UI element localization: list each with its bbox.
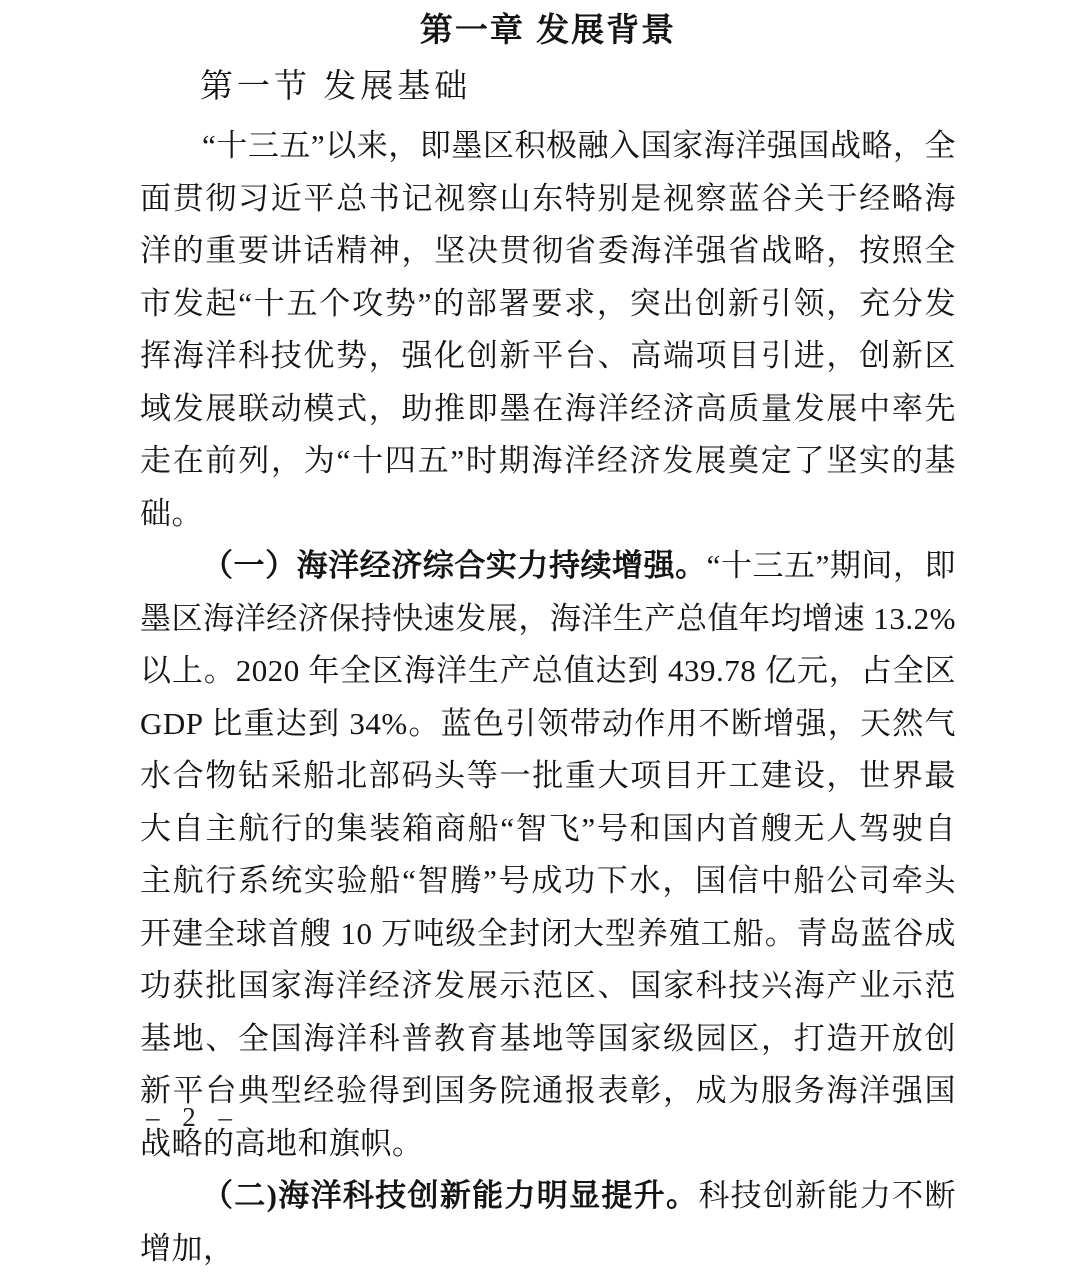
chapter-title: 第一章 发展背景: [419, 11, 677, 48]
body-paragraphs: [140, 120, 956, 1275]
paragraph: [140, 120, 956, 540]
paragraph-text: 科技创新能力不断增加，: [140, 1178, 956, 1266]
paragraph-text: “十三五”以来，即墨区积极融入国家海洋强国战略，全面贯彻习近平总书记视察山东特别是视察蓝谷关于经略海洋的重要讲话精神，坚决贯彻省委海洋强省战略，按照全市发起“十五个攻势”的部署要求，突出创新引领，充分发挥海洋科技优势，强化创新平台、高端项目引进，创新区域发展联动模式，助推即墨在海洋经济高质量发展中率先走在前列，为“十四五”时期海洋经济发展奠定了坚实的基础。: [140, 128, 956, 531]
paragraph-lead: （二)海洋科技创新能力明显提升。: [202, 1178, 699, 1213]
page-number: – 2 –: [146, 1102, 240, 1132]
paragraph-text: “十三五”期间，即墨区海洋经济保持快速发展，海洋生产总值年均增速 13.2%以上。2020 年全区海洋生产总值达到 439.78 亿元，占全区 GDP 比重达到 34%。蓝色引领带动作用不断增强，天然气水合物钻采船北部码头等一批重大项目开工建设，世界最大自主航行的集装箱商船“智飞”号和国内首艘无人驾驶自主航行系统实验船“智腾”号成功下水，国信中船公司牵头开建全球首艘 10 万吨级全封闭大型养殖工船。青岛蓝谷成功获批国家海洋经济发展示范区、国家科技兴海产业示范基地、全国海洋科普教育基地等国家级园区，打造开放创新平台典型经验得到国务院通报表彰，成为服务海洋强国战略的高地和旗帜。: [140, 548, 956, 1161]
paragraph: [140, 540, 956, 1170]
paragraph-lead: （一）海洋经济综合实力持续增强。: [202, 548, 707, 583]
section-title: 第一节 发展基础: [200, 69, 472, 105]
paragraph: [140, 1170, 956, 1275]
